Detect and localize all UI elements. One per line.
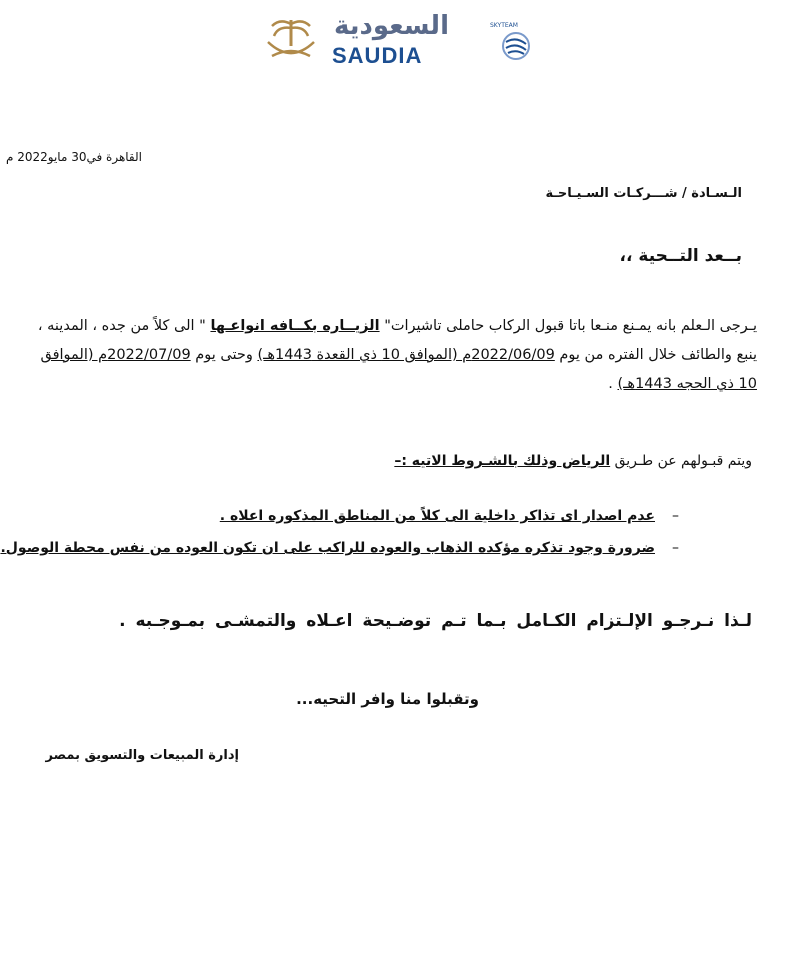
conditions-intro <box>394 452 752 470</box>
period-to: 2022/07/09م (الموافق 10 ذي الحجه 1443هـ) <box>40 347 757 392</box>
logo-arabic-text: السعودية <box>334 11 449 41</box>
bullet-dash: – <box>672 508 679 524</box>
condition-item <box>220 507 655 525</box>
bullet-dash: – <box>672 540 679 556</box>
conditions-route: الرياض وذلك بالشـروط الاتيه :– <box>394 453 611 469</box>
signature: إدارة المبيعات والتسويق بمصر <box>45 748 239 763</box>
skyteam-logo-icon <box>488 20 540 66</box>
para-text-1: يـرجى الـعلم بانه يمـنع منـعا باتا قبول الركاب حاملى تاشيرات" <box>384 318 757 334</box>
greeting: بــعد التــحية ،، <box>619 246 742 266</box>
main-paragraph <box>29 312 757 399</box>
condition-text: عدم اصدار اى تذاكر داخلية الى كلاً من المناطق المذكوره اعلاه . <box>219 508 655 524</box>
addressee: الـسـادة / شـــركـات السـيـاحـة <box>545 186 742 201</box>
period-from: 2022/06/09م (الموافق 10 ذي القعدة 1443هـ) <box>257 347 555 363</box>
conditions-text: ويتم قبـولهم عن طـريق <box>614 453 752 469</box>
letter-date: القاهرة في30 مايو2022 م <box>5 150 142 164</box>
condition-item <box>0 539 655 557</box>
logo-english-text: SAUDIA <box>332 43 423 68</box>
closing-regards: وتقبلوا منا وافر التحيه... <box>296 690 479 708</box>
skyteam-text: SKYTEAM <box>490 22 518 29</box>
para-text-3: وحتى يوم <box>195 347 253 363</box>
para-text-2: " الى كلاً من جده ، المدينه ، ينبع والطائف خلال الفتره من يوم <box>37 318 757 363</box>
para-text-4: . <box>608 376 613 392</box>
visa-type: الزيــاره بكــافه انواعـها <box>210 318 380 334</box>
saudia-logo <box>262 12 552 72</box>
commitment: لـذا نـرجـو الإلـتزام الكـامل بـما تـم توضـيحة اعـلاه والتمشـى بمـوجـبه . <box>119 611 752 631</box>
condition-text: ضرورة وجود تذكره مؤكده الذهاب والعوده للراكب على ان تكون العوده من نفس محطة الوصول. <box>0 540 655 556</box>
palm-swords-emblem-icon <box>262 16 320 66</box>
